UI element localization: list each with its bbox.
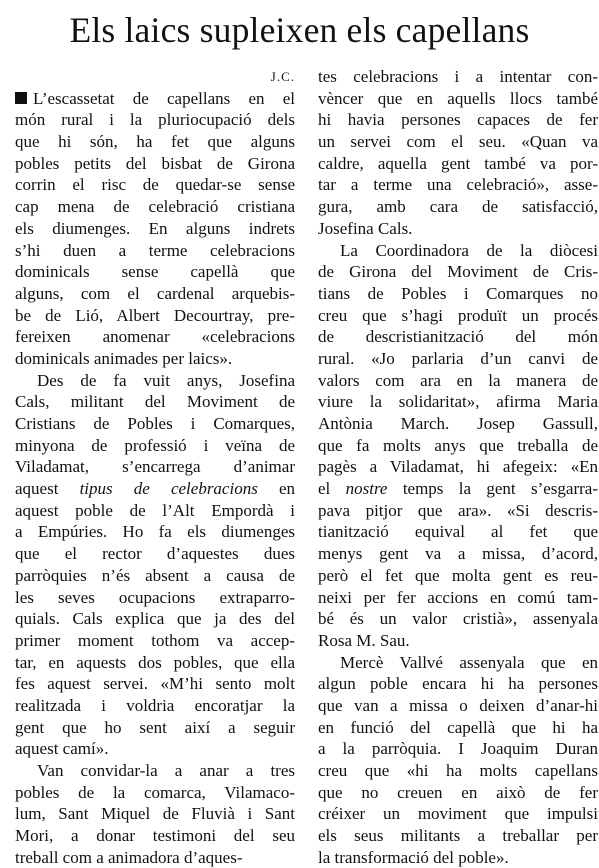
text-line [15,240,295,262]
line-text: viure la solidaritat», afirma Maria [318,392,598,412]
text-line [318,348,598,370]
text-line [318,326,598,348]
line-text: Mori, a donar testimoni del seu [15,826,295,846]
text-line [15,435,295,457]
text-line [318,240,598,262]
line-text: temps la gent s’esgarra- [387,479,598,499]
line-text: realitzada i voldria encoratjar la [15,695,295,715]
text-line [318,738,598,760]
line-text: créixer un moviment que impulsi [318,804,598,824]
text-line [15,305,295,327]
text-line [318,261,598,283]
text-line [15,131,295,153]
line-text-italic: tipus de celebracions [79,479,258,499]
line-text: el [318,479,346,499]
line-text: a la parròquia. I Joaquim Duran [318,739,598,759]
text-line [15,174,295,196]
text-line [318,673,598,695]
article-paragraph [318,240,598,652]
line-text: que el rector d’aquestes dues [15,544,295,564]
line-text: gura, amb cara de satisfacció, [318,197,598,217]
line-text: creu que s’hagi produït un procés [318,305,598,325]
text-line [318,565,598,587]
line-text: un servei com el seu. «Quan va [318,132,598,152]
line-text: que hi són, ha fet que alguns [15,132,295,152]
line-text: en [257,479,295,499]
text-line [318,283,598,305]
line-text: Antònia March. Josep Gassull, [318,414,598,433]
text-line [318,413,598,435]
line-text: Cristians de Pobles i Comarques, [15,414,295,433]
line-text: de Girona del Moviment de Cris- [318,262,598,282]
line-text: els seus militants a treballar per [318,826,598,846]
line-text: Josefina Cals. [318,218,413,238]
text-line [15,608,295,630]
line-text: de descristianització del món [318,327,598,347]
text-line [15,478,295,500]
article-column-left [15,66,295,868]
text-line [15,500,295,522]
line-text: pobles petits del bisbat de Girona [15,153,295,173]
text-line [318,782,598,804]
line-text: Mercè Vallvé assenyala que en [340,652,598,672]
text-line [15,391,295,413]
line-text: corrin el risc de quedar-se sense [15,175,295,195]
text-line [318,717,598,739]
line-text: els diumenges. En alguns indrets [15,218,295,238]
article-paragraph [15,88,295,370]
line-text: la transformació del poble». [318,847,509,867]
line-text: tianització equival al fet que [318,522,598,542]
line-text: minyona de professió i veïna de [15,435,295,455]
paragraph-marker-square [15,92,27,104]
text-line [318,695,598,717]
line-text: hi havia persones capaces de fer [318,110,598,130]
line-text: tar, en aquests dos pobles, que ella [15,652,295,672]
text-line [318,109,598,131]
line-text: Rosa M. Sau. [318,630,410,650]
line-text: pagès a Viladamat, hi afegeix: «En [318,457,598,477]
text-line [15,760,295,782]
line-text: bé és un valor cristià», assenyala [318,609,598,629]
text-line [318,391,598,413]
line-text: fes aquest servei. «M’hi sento molt [15,674,295,694]
article-paragraph [15,760,295,868]
line-text: però el fet que molta gent es reu- [318,565,598,585]
line-text: quials. Cals explica que ja des del [15,609,295,629]
text-line [15,413,295,435]
byline-text: J.C. [270,69,295,84]
text-line [15,196,295,218]
line-text: fereixen anomenar «celebracions [15,327,295,347]
line-text: vèncer que en aquells llocs també [318,88,598,108]
text-line [15,261,295,283]
text-line [318,478,598,500]
text-line [318,153,598,175]
text-line [15,630,295,652]
line-text: Cals, militant del Moviment de [15,392,295,412]
text-line [318,500,598,522]
line-text: tar a terme una celebració», asse- [318,175,598,195]
text-line [15,825,295,847]
text-line [318,587,598,609]
line-text: que fa molts anys que treballa de [318,435,598,455]
text-line [15,109,295,131]
text-line [15,153,295,175]
article-byline [15,66,295,88]
line-text: parròquies n’és absent a causa de [15,565,295,585]
line-text: cap mena de celebració cristiana [15,197,295,217]
line-text: Viladamat, s’encarrega d’animar [15,457,295,477]
text-line [318,174,598,196]
text-line [15,695,295,717]
line-text: menys gent va a missa, d’acord, [318,544,598,564]
line-text: dominicals sense capellà que [15,262,295,282]
text-line [318,608,598,630]
line-text: La Coordinadora de la diòcesi [340,240,598,260]
line-text: Des de fa vuit anys, Josefina [37,370,295,390]
article-column-right [318,66,598,868]
line-text: be de Lió, Albert Decourtray, pre- [15,305,295,325]
line-text: s’hi duen a terme celebracions [15,240,295,260]
text-line [15,348,295,370]
line-text: món rural i la pluriocupació dels [15,110,295,130]
text-line [318,218,598,240]
line-text: Van convidar-la a anar a tres [37,761,295,780]
line-text: a Empúries. Ho fa els diumenges [15,522,295,542]
line-text: alguns, com el cardenal arquebis- [15,283,295,303]
article-paragraph [318,66,598,240]
line-text: les seves ocupacions extraparro- [15,587,295,607]
text-line [15,521,295,543]
line-text: primer moment tothom va accep- [15,630,295,650]
line-text: tes celebracions i a intentar con- [318,67,598,86]
line-text: tians de Pobles i Comarques no [318,283,598,303]
text-line [15,565,295,587]
article-paragraph [318,652,598,868]
line-text: que no creuen en això de fer [318,782,598,802]
text-line [15,587,295,609]
text-line [15,738,295,760]
text-line [318,521,598,543]
text-line [15,673,295,695]
line-text: creu que «hi ha molts capellans [318,761,598,780]
line-text: rural. «Jo parlaria d’un canvi de [318,348,598,368]
line-text: pava pitjor que ara». «Si descris- [318,500,598,520]
text-line [318,760,598,782]
text-line [318,847,598,868]
text-line [318,630,598,652]
text-line [15,717,295,739]
text-line [318,196,598,218]
line-text: aquest [15,479,80,499]
text-line [15,326,295,348]
text-line [15,847,295,868]
text-line [318,370,598,392]
text-line [318,305,598,327]
text-line [318,543,598,565]
article-headline: Els laics supleixen els capellans [69,10,530,50]
text-line [15,782,295,804]
text-line [15,218,295,240]
line-text: que van a missa o deixen d’anar-hi [318,695,598,715]
text-line [15,88,295,110]
line-text: neixi per fer accions en comú tam- [318,587,598,607]
text-line [318,456,598,478]
line-text: en funció del capellà que hi ha [318,717,598,737]
line-text: dominicals animades per laics». [15,348,233,368]
line-text: valors com ara en la manera de [318,370,598,390]
text-line [15,543,295,565]
text-line [15,456,295,478]
text-line [318,435,598,457]
line-text: L’escassetat de capellans en el [33,88,295,108]
article-paragraph [15,370,295,760]
line-text: treball com a animadora d’aques- [15,847,243,867]
text-line [318,825,598,847]
text-line [15,370,295,392]
text-line [15,652,295,674]
text-line [318,66,598,88]
text-line [15,283,295,305]
line-text: gent que ho sent així a seguir [15,717,295,737]
line-text: pobles de la comarca, Vilamaco- [15,782,295,802]
line-text: caldre, aquella gent també va por- [318,153,598,173]
line-text: aquest poble de l’Alt Empordà i [15,500,295,520]
line-text: algun poble encara hi ha persones [318,674,598,694]
line-text: lum, Sant Miquel de Fluvià i Sant [15,804,295,824]
text-line [318,652,598,674]
text-line [318,88,598,110]
text-line [318,131,598,153]
line-text: aquest camí». [15,739,109,759]
line-text-italic: nostre [345,479,388,499]
